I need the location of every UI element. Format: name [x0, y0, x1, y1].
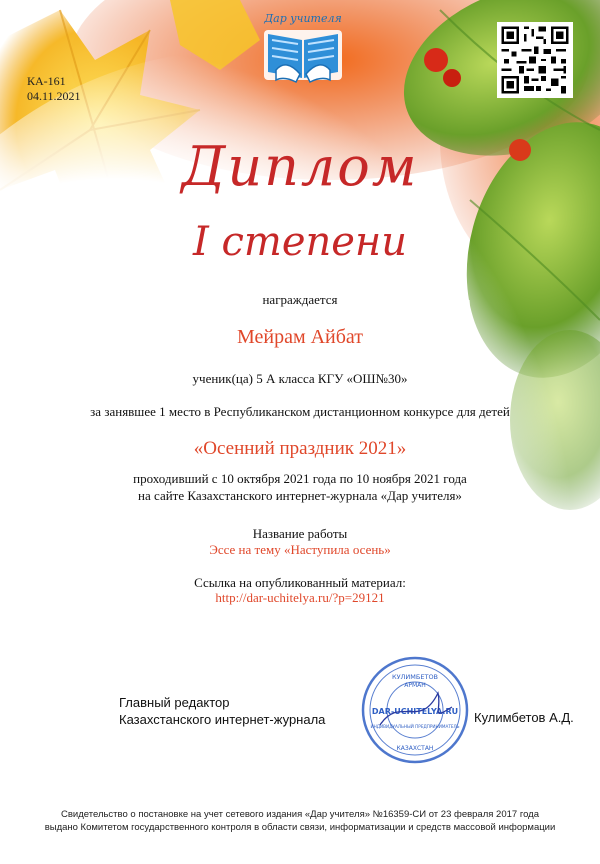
contest-period: проходивший с 10 октября 2021 года по 10 ноября 2021 года	[133, 471, 467, 486]
qr-code	[497, 22, 573, 98]
document-code: КА-161	[27, 74, 66, 88]
material-link[interactable]: http://dar-uchitelya.ru/?p=29121	[215, 590, 385, 605]
student-info: ученик(ца) 5 А класса КГУ «ОШ№30»	[192, 371, 408, 386]
document-date: 04.11.2021	[27, 89, 81, 103]
work-title: Эссе на тему «Наступила осень»	[209, 542, 391, 557]
document-meta	[27, 74, 81, 104]
stamp-mid-text: ИНДИВИДУАЛЬНЫЙ ПРЕДПРИНИМАТЕЛЬ	[370, 724, 460, 729]
footer-line1: Свидетельство о постановке на учет сетевого издания «Дар учителя» №16359-СИ от 23 февраля 2017 года	[61, 809, 539, 820]
work-label: Название работы	[252, 526, 348, 541]
signature-position-line1: Главный редактор	[119, 695, 230, 710]
achievement-text: за занявшее 1 место в Республиканском дистанционном конкурсе для детей	[90, 404, 510, 419]
stamp-center-text: DAR-UCHITELYA.RU	[371, 707, 459, 716]
registration-footer	[0, 808, 600, 834]
stamp-bottom-text: КАЗАХСТАН	[396, 745, 434, 752]
official-stamp	[360, 655, 470, 765]
diploma-degree: I степени	[192, 219, 408, 265]
footer-line2: выдано Комитетом государственного контроля в области связи, информатизации и средств массовой информации	[44, 822, 556, 833]
awarded-label: награждается	[262, 292, 338, 307]
signature-position	[119, 694, 325, 728]
stamp-top-text: КУЛИМБЕТОВ	[391, 673, 439, 681]
signatory-name: Кулимбетов А.Д.	[474, 710, 574, 725]
logo-text: Дар учителя	[264, 12, 342, 25]
qr-code-icon	[499, 24, 571, 96]
link-label: Ссылка на опубликованный материал:	[194, 575, 406, 590]
recipient-name: Мейрам Айбат	[236, 326, 364, 348]
contest-name: «Осенний праздник 2021»	[193, 438, 407, 459]
diploma-title: Диплом	[181, 135, 419, 198]
site-logo	[258, 10, 348, 98]
signature-position-line2: Казахстанского интернет-журнала	[119, 712, 326, 727]
stamp-sub-text: АРМАН	[404, 682, 426, 689]
contest-venue: на сайте Казахстанского интернет-журнала «Дар учителя»	[138, 488, 462, 503]
